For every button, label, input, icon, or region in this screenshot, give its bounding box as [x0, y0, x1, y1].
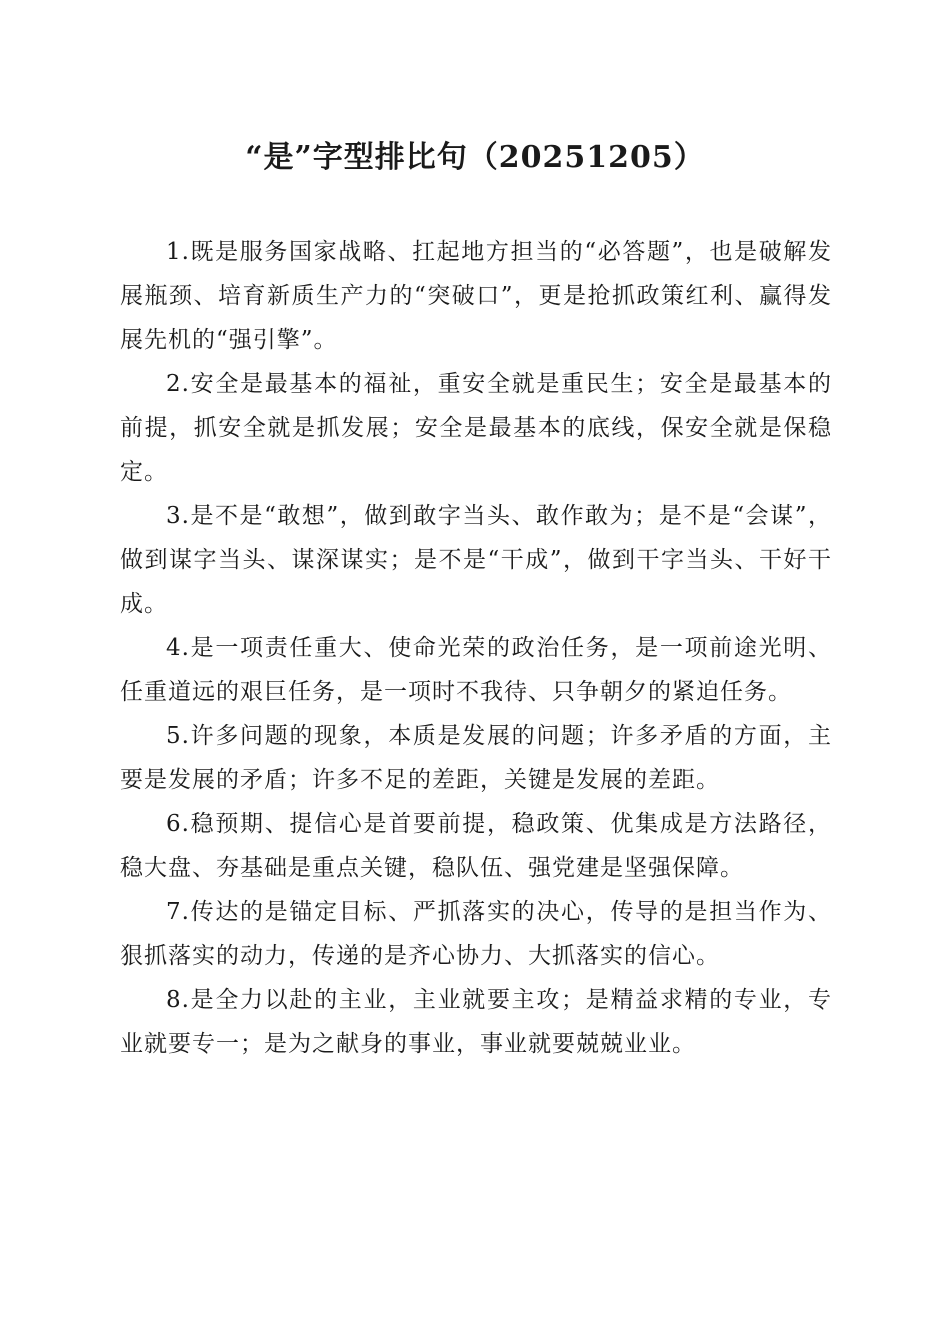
- page-title: “是”字型排比句（20251205）: [245, 140, 705, 175]
- paragraph-2: 2.安全是最基本的福祉，重安全就是重民生；安全是最基本的前提，抓安全就是抓发展；安全是最基本的底线，保安全就是保稳定。: [120, 371, 832, 485]
- paragraph-3: 3.是不是“敢想”，做到敢字当头、敢作敢为；是不是“会谋”，做到谋字当头、谋深谋实；是不是“干成”，做到干字当头、干好干成。: [120, 503, 832, 617]
- paragraph-7: 7.传达的是锚定目标、严抓落实的决心，传导的是担当作为、狠抓落实的动力，传递的是齐心协力、大抓落实的信心。: [120, 899, 832, 969]
- paragraph-8: 8.是全力以赴的主业，主业就要主攻；是精益求精的专业，专业就要专一；是为之献身的事业，事业就要兢兢业业。: [120, 987, 832, 1057]
- paragraph-6: 6.稳预期、提信心是首要前提，稳政策、优集成是方法路径，稳大盘、夯基础是重点关键，稳队伍、强党建是坚强保障。: [120, 811, 832, 881]
- paragraph-4: 4.是一项责任重大、使命光荣的政治任务，是一项前途光明、任重道远的艰巨任务，是一项时不我待、只争朝夕的紧迫任务。: [120, 635, 832, 705]
- document-body: [120, 230, 832, 1066]
- paragraph-5: 5.许多问题的现象，本质是发展的问题；许多矛盾的方面，主要是发展的矛盾；许多不足的差距，关键是发展的差距。: [120, 723, 832, 793]
- paragraph-1: 1.既是服务国家战略、扛起地方担当的“必答题”，也是破解发展瓶颈、培育新质生产力的“突破口”，更是抢抓政策红利、赢得发展先机的“强引擎”。: [120, 239, 832, 353]
